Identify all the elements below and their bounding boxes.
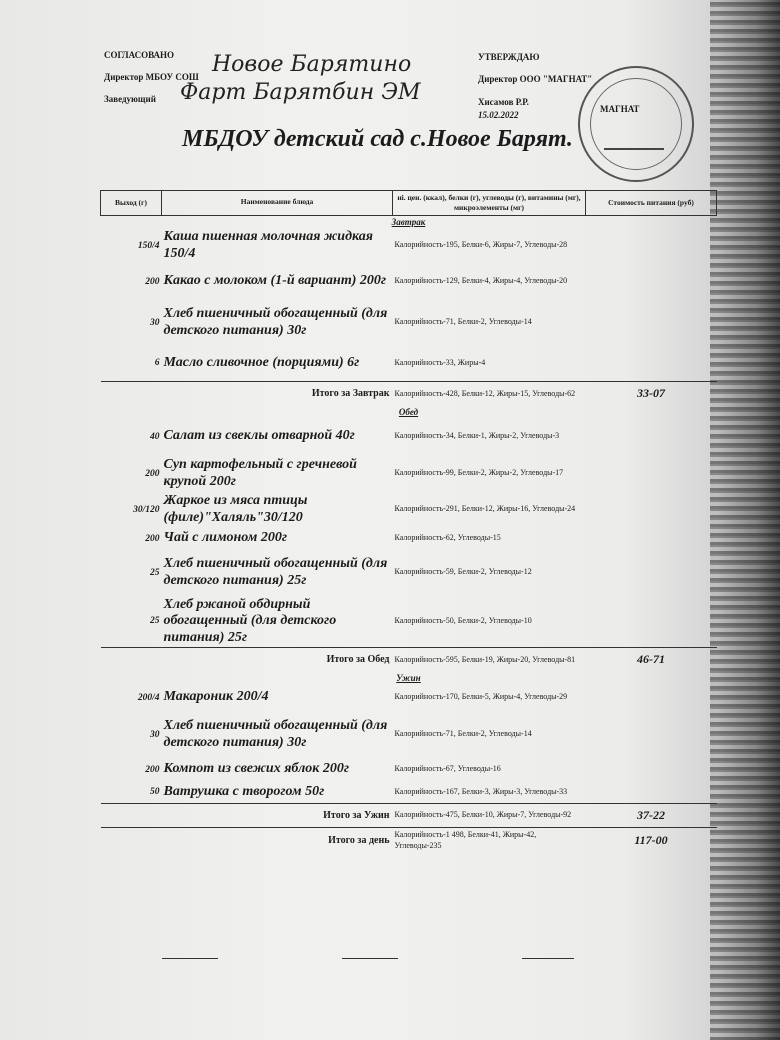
head-label: Заведующий (104, 94, 156, 104)
director-name: Хисамов Р.Р. (478, 97, 529, 107)
dish-output: 25 (150, 616, 160, 627)
dish-cost (586, 300, 717, 346)
day-total-label: Итого за день (101, 828, 393, 854)
dish-output: 50 (150, 787, 160, 798)
dish-cost (586, 228, 717, 264)
dish-output: 200 (145, 533, 160, 544)
dish-output: 30 (150, 729, 160, 740)
table-row (101, 596, 717, 648)
signature-2: Фарт Барятбин ЭМ (180, 80, 421, 105)
table-row (101, 300, 717, 346)
dish-output: 30 (150, 317, 160, 328)
dish-output: 6 (154, 358, 160, 369)
table-row (101, 782, 717, 804)
dish-cost (586, 528, 717, 550)
dish-output: 30/120 (133, 504, 160, 515)
table-row (101, 346, 717, 382)
table-row (101, 684, 717, 712)
section-total-label: Итого за Ужин (101, 804, 393, 828)
section-name: Завтрак (391, 216, 426, 227)
dish-cost (586, 758, 717, 782)
document-title: МБДОУ детский сад с.Новое Барят. (182, 126, 573, 152)
approval-date: 15.02.2022 (478, 110, 519, 120)
col-nutrition: ні. цен. (ккал), белки (г), углеводы (г), витамины (мг), микроэлементы (мг) (393, 191, 586, 216)
dish-name: Хлеб пшеничный обогащенный (для детского питания) 30г (163, 718, 388, 750)
dish-name: Салат из свеклы отварной 40г (163, 428, 355, 444)
dish-nutrition: Калорийность-71, Белки-2, Углеводы-14 (394, 317, 532, 327)
dish-name: Какао с молоком (1-й вариант) 200г (163, 273, 387, 289)
table-row (101, 712, 717, 758)
dish-nutrition: Калорийность-62, Углеводы-15 (394, 533, 501, 543)
section-name: Обед (398, 406, 419, 417)
dish-cost (586, 456, 717, 492)
dish-name: Чай с лимоном 200г (163, 530, 288, 546)
signature-line-2 (342, 958, 398, 959)
day-total-cost: 117-00 (586, 828, 717, 854)
dish-nutrition: Калорийность-195, Белки-6, Жиры-7, Углеводы-28 (394, 240, 568, 250)
dish-name: Хлеб пшеничный обогащенный (для детского питания) 30г (163, 305, 388, 338)
section-total-nutrition: Калорийность-595, Белки-19, Жиры-20, Углеводы-81 (393, 648, 586, 672)
table-row (101, 264, 717, 300)
director-school-label: Директор МБОУ СОШ (104, 72, 199, 82)
dish-nutrition: Калорийность-50, Белки-2, Углеводы-10 (394, 616, 532, 626)
menu-body (101, 215, 717, 854)
dish-output: 200 (145, 468, 160, 479)
dish-cost (586, 264, 717, 300)
dish-cost (586, 712, 717, 758)
dish-name: Масло сливочное (порциями) 6г (163, 354, 360, 370)
dish-output: 150/4 (137, 240, 160, 251)
col-dish: Наименование блюда (162, 191, 393, 216)
table-row (101, 492, 717, 528)
menu-table (100, 190, 717, 854)
dish-name: Каша пшенная молочная жидкая 150/4 (163, 228, 373, 261)
table-row (101, 418, 717, 456)
dish-cost (586, 492, 717, 528)
dish-nutrition: Калорийность-129, Белки-4, Жиры-4, Углеводы-20 (394, 276, 568, 286)
table-row (101, 228, 717, 264)
dish-output: 200 (145, 276, 160, 287)
section-total-cost: 46-71 (586, 648, 717, 672)
dish-nutrition: Калорийность-33, Жиры-4 (394, 358, 486, 368)
col-cost: Стоимость питания (руб) (586, 191, 717, 216)
table-row (101, 758, 717, 782)
section-total-row (101, 382, 717, 406)
section-total-row (101, 648, 717, 672)
dish-name: Хлеб пшеничный обогащенный (для детского питания) 25г (163, 555, 388, 588)
day-total-nutrition: Калорийность-1 498, Белки-41, Жиры-42, Углеводы-235 (393, 828, 586, 854)
table-row (101, 550, 717, 596)
col-output: Выход (г) (101, 191, 162, 216)
signature-line-1 (162, 958, 218, 959)
dish-nutrition: Калорийность-99, Белки-2, Жиры-2, Углеводы-17 (394, 468, 564, 478)
dish-name: Жаркое из мяса птицы (филе)"Халяль"30/120 (163, 492, 308, 525)
section-total-nutrition: Калорийность-475, Белки-10, Жиры-7, Углеводы-92 (393, 804, 586, 828)
signature-line-3 (522, 958, 574, 959)
dish-output: 200/4 (137, 692, 160, 703)
section-name: Ужин (396, 672, 421, 683)
section-total-cost: 37-22 (586, 804, 717, 828)
section-row (101, 215, 717, 228)
dish-nutrition: Калорийность-167, Белки-3, Жиры-3, Углеводы-33 (394, 787, 568, 797)
dish-output: 25 (150, 567, 160, 578)
approval-right-label: УТВЕРЖДАЮ (478, 52, 540, 62)
section-row (101, 406, 717, 418)
dish-name: Макароник 200/4 (163, 689, 269, 705)
day-total-row (101, 828, 717, 854)
seal-text: МАГНАТ (600, 104, 640, 114)
dish-cost (586, 596, 717, 648)
dish-nutrition: Калорийность-59, Белки-2, Углеводы-12 (394, 567, 532, 577)
dish-output: 40 (150, 431, 160, 442)
dish-name: Хлеб ржаной обдирный обогащенный (для детского питания) 25г (163, 596, 337, 645)
dish-cost (586, 684, 717, 712)
section-total-label: Итого за Завтрак (101, 382, 393, 406)
table-row (101, 528, 717, 550)
dish-nutrition: Калорийность-34, Белки-1, Жиры-2, Углеводы-3 (394, 431, 560, 441)
dish-name: Компот из свежих яблок 200г (163, 761, 350, 777)
dish-nutrition: Калорийность-291, Белки-12, Жиры-16, Углеводы-24 (394, 504, 576, 514)
section-row (101, 672, 717, 684)
dish-cost (586, 550, 717, 596)
dish-nutrition: Калорийность-67, Углеводы-16 (394, 764, 501, 774)
section-total-cost: 33-07 (586, 382, 717, 406)
scan-edge-shadow (710, 0, 780, 1040)
dish-cost (586, 782, 717, 804)
section-total-nutrition: Калорийность-428, Белки-12, Жиры-15, Углеводы-62 (393, 382, 586, 406)
dish-cost (586, 418, 717, 456)
director-company-label: Директор ООО "МАГНАТ" (478, 74, 593, 84)
dish-name: Ватрушка с творогом 50г (163, 784, 325, 800)
section-total-label: Итого за Обед (101, 648, 393, 672)
company-seal (578, 66, 694, 182)
dish-nutrition: Калорийность-71, Белки-2, Углеводы-14 (394, 729, 532, 739)
signature-1: Новое Барятино (212, 52, 412, 77)
table-header-row (101, 191, 717, 216)
section-total-row (101, 804, 717, 828)
approval-left-label: СОГЛАСОВАНО (104, 50, 175, 60)
table-row (101, 456, 717, 492)
dish-name: Суп картофельный с гречневой крупой 200г (163, 456, 357, 489)
dish-cost (586, 346, 717, 382)
dish-nutrition: Калорийность-170, Белки-5, Жиры-4, Углеводы-29 (394, 692, 568, 702)
dish-output: 200 (145, 764, 160, 775)
